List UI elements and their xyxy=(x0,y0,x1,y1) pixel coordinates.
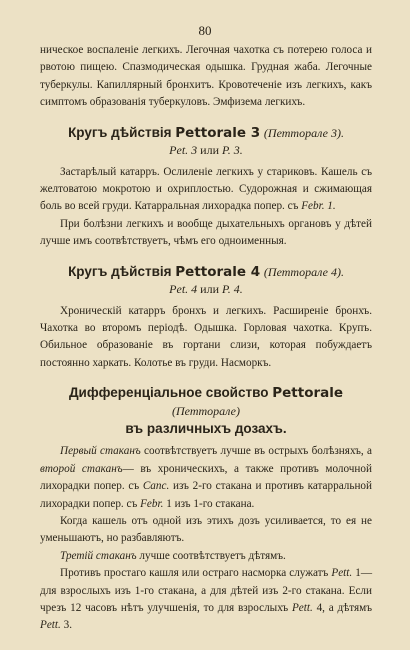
paragraph-glass-doses: Первый стаканъ соотвѣтствуетъ лучше въ острыхъ болѣзняхъ, а второй стаканъ— въ хроническихъ, а также противъ молочной лихорадки попер. съ Canc. изъ 2-го стакана и противъ катарральной лихорадки попер. съ Febr. 1 изъ 1-го стакана. xyxy=(40,445,373,510)
paragraph-simple-cough: Противъ простаго кашля или остраго насморка служатъ Pett. 1—для взрослыхъ изъ 1-го стакана, а для дѣтей изъ 2-го стакана. Если чрезъ 12 часовъ нѣтъ улучшенія, то для взрослыхъ Pett. 4, а дѣтямъ Pett. 3. xyxy=(40,567,373,632)
paragraph-pet4-symptoms: Хроническій катарръ бронхъ и легкихъ. Расширеніе бронхъ. Чахотка во второмъ періодѣ. Одышка. Горловая чахотка. Крупъ. Обильное образованіе въ гортани слизи, которая побуждаетъ постоянно харкать. Колотье въ груди. Насморкъ. xyxy=(40,304,372,369)
page-number: 80 xyxy=(198,23,212,38)
section-heading-pettorale-3: Кругъ дѣйствія Pettorale 3 (Петторале 3). xyxy=(68,124,344,141)
paragraph-third-glass: Третій стаканъ лучше соотвѣтствуетъ дѣтямъ. xyxy=(60,549,286,562)
page-body xyxy=(40,42,372,635)
intro-paragraph: ническое воспаленіе легкихъ. Легочная чахотка съ потерею голоса и рвотою пищею. Спазмодическая одышка. Грудная жаба. Легочные туберкулы. Капиллярный бронхитъ. Кровотеченіе изъ легкихъ, какъ симптомъ образованія туберкуловъ. Эмфизема легкихъ. xyxy=(40,44,372,109)
section-abbreviation-pettorale-3: Pet. 3 или P. 3. xyxy=(169,142,243,157)
paragraph-pet3-symptoms: Застарѣлый катарръ. Ослиленіе легкихъ у стариковъ. Кашель съ желтоватою мокротою и охриплостью. Судорожная и сжимающая боль во всей груди. Катарральная лихорадка попер. съ Febr. 1. xyxy=(40,165,372,213)
paragraph-pet3-children: При болѣзни легкихъ и вообще дыхательныхъ органовъ у дѣтей лучше имъ соотвѣтствуетъ, чѣмъ его одноименныя. xyxy=(40,217,372,248)
section-abbreviation-pettorale-4: Pet. 4 или P. 4. xyxy=(169,281,243,296)
section-heading-differential: Дифференціальное свойство Pettorale (Петторале) въ различныхъ дозахъ. xyxy=(68,385,344,437)
paragraph-cough-dilute: Когда кашель отъ одной изъ этихъ дозъ усиливается, то ея не уменьшаютъ, но разбавляютъ. xyxy=(40,514,372,545)
section-heading-pettorale-4: Кругъ дѣйствія Pettorale 4 (Петторале 4). xyxy=(68,263,344,280)
